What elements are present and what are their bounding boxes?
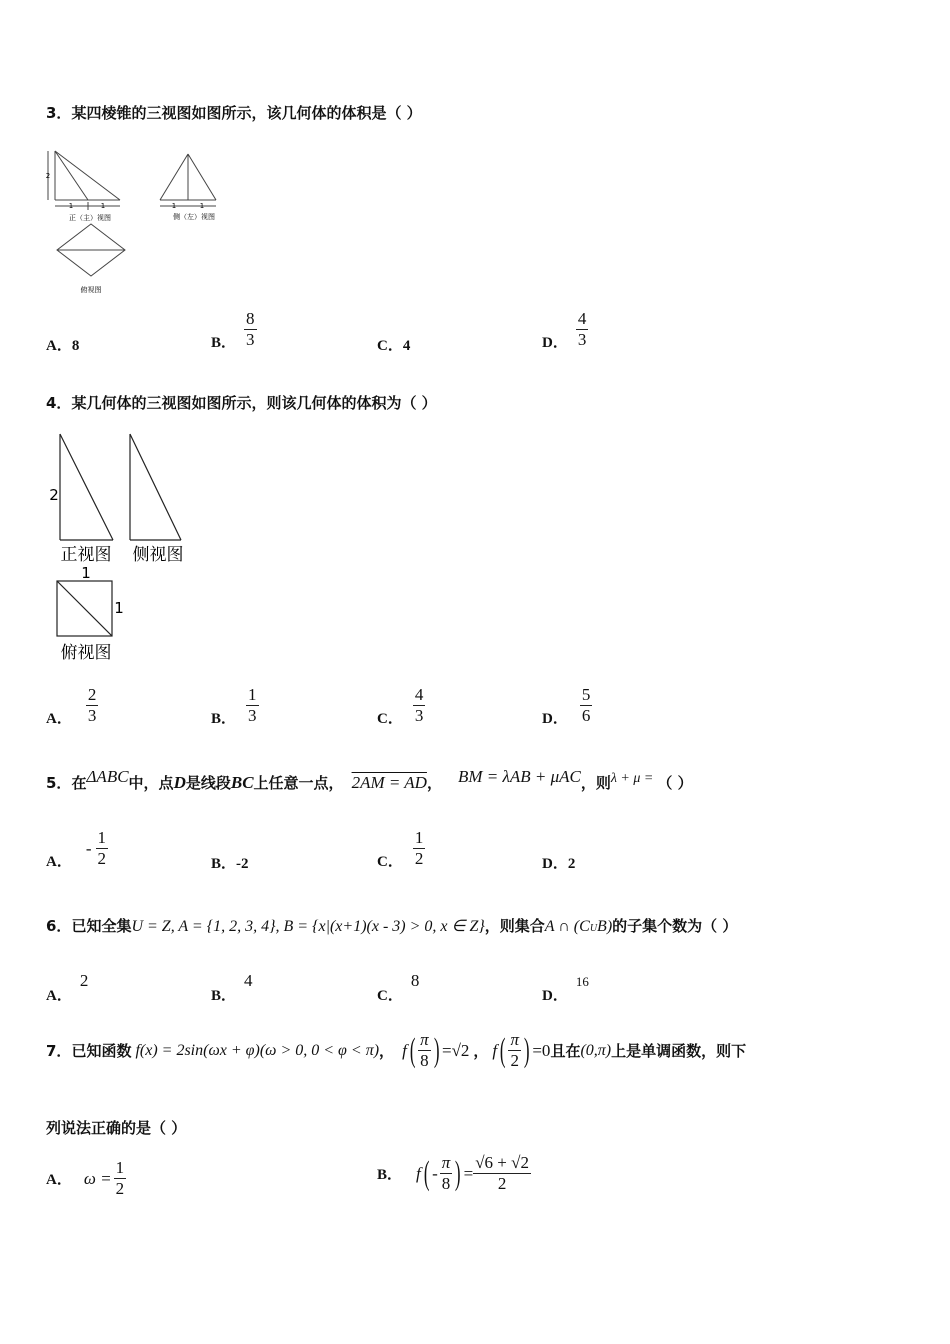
- q6-expression-end: B): [597, 918, 613, 935]
- q3-front-view: [45, 151, 120, 210]
- q4-three-view-figure: [40, 428, 200, 668]
- q3-stem: [46, 102, 422, 123]
- q7-f2-value: =0: [532, 1040, 551, 1060]
- q3-front-label: 正（主）视图: [69, 214, 111, 222]
- q5-option-a-sign: -: [85, 838, 92, 858]
- q7-option-a-den: 2: [115, 1179, 125, 1198]
- q6-option-a-value: 2: [79, 971, 89, 990]
- q5-option-c-num: 1: [414, 828, 424, 847]
- q7-comma-1: ，: [379, 1042, 395, 1060]
- q6-option-b-value: 4: [244, 971, 253, 990]
- q5-comma: ，: [426, 774, 442, 792]
- q5-stem-e: ，则: [580, 774, 611, 792]
- q6-option-d-value: 16: [575, 974, 589, 989]
- q3-top-label: 俯视图: [80, 286, 102, 294]
- q5-option-a-den: 2: [97, 849, 107, 868]
- q3-option-a[interactable]: [46, 334, 79, 355]
- q5-stem: [46, 767, 693, 793]
- q7-option-b-letter: B．: [377, 1167, 403, 1183]
- q3-option-a-letter: A．: [46, 338, 72, 354]
- q7-number: 7．: [46, 1042, 72, 1060]
- q4-option-b-num: 1: [248, 685, 257, 704]
- q7-option-b[interactable]: [377, 1153, 531, 1194]
- q5-stem-f: （ ）: [657, 774, 693, 792]
- q7-comma-2: ，: [473, 1042, 489, 1060]
- q3-side-label: 侧（左）视图: [173, 213, 215, 221]
- q7-option-b-left-paren: (: [423, 1154, 430, 1192]
- q3-side-dim-1a: 1: [171, 202, 177, 210]
- q5-stem-a: 在: [71, 774, 87, 792]
- q7-option-a[interactable]: [46, 1158, 126, 1199]
- q7-option-b-den: 8: [441, 1174, 451, 1193]
- q4-number: 4．: [46, 394, 72, 412]
- q7-stem-a: 已知函数: [71, 1042, 132, 1060]
- q7-f1-name: f: [402, 1040, 407, 1060]
- q5-option-c-letter: C．: [377, 854, 403, 870]
- q6-set-u-a: U = Z, A = {1, 2, 3, 4}: [131, 918, 276, 935]
- q4-option-b-den: 3: [248, 706, 257, 725]
- q6-option-d[interactable]: [542, 970, 589, 1004]
- q5-stem-b: 中，点: [128, 774, 174, 792]
- q3-front-dim-1a: 1: [68, 202, 74, 210]
- q7-stem-b: 且在: [550, 1042, 581, 1060]
- q7-option-b-right-paren: ): [455, 1154, 461, 1192]
- q7-option-a-letter: A．: [46, 1172, 72, 1188]
- q7-f2-left-paren: (: [499, 1031, 506, 1069]
- q4-option-a[interactable]: [46, 683, 98, 728]
- q4-top-dim-right: 1: [114, 599, 124, 617]
- q5-segment-bc: BC: [230, 773, 254, 792]
- q3-option-d[interactable]: [542, 307, 588, 352]
- q7-stem-line2: 列说法正确的是（ ）: [46, 1119, 187, 1137]
- q5-point-d: D: [173, 773, 186, 792]
- q6-stem-a: 已知全集: [71, 917, 132, 935]
- q4-stem-text: 某几何体的三视图如图所示，则该几何体的体积为（ ）: [71, 394, 437, 412]
- q5-stem-c: 是线段: [185, 774, 231, 792]
- q3-option-c[interactable]: [377, 334, 410, 355]
- q5-option-b[interactable]: [211, 852, 249, 873]
- q3-option-d-num: 4: [577, 309, 587, 328]
- q4-option-d-letter: D．: [542, 711, 568, 727]
- q6-stem-c: 的子集个数为（ ）: [612, 917, 738, 935]
- q4-option-c[interactable]: [377, 683, 425, 728]
- q3-number: 3．: [46, 104, 72, 122]
- q7-option-b-num: π: [441, 1153, 451, 1172]
- q3-option-c-value: 4: [402, 338, 411, 354]
- q3-option-c-letter: C．: [377, 338, 403, 354]
- q7-f2-den: 2: [510, 1051, 519, 1070]
- q4-option-c-letter: C．: [377, 711, 403, 727]
- q4-side-view: [130, 434, 181, 540]
- q7-option-b-equals: =: [463, 1163, 474, 1183]
- q5-option-b-value: -2: [236, 856, 249, 872]
- q6-option-a-letter: A．: [46, 988, 72, 1004]
- q5-option-a-num: 1: [97, 828, 107, 847]
- q7-function: f(x) = 2sin(ωx + φ)(ω > 0, 0 < φ < π): [135, 1041, 380, 1059]
- q7-f2-num: π: [510, 1030, 520, 1049]
- q7-option-b-f: f: [416, 1163, 421, 1183]
- q3-three-view-figure: [40, 140, 240, 300]
- q7-option-b-rhs-den: 2: [497, 1174, 507, 1193]
- q5-option-b-letter: B．: [211, 856, 237, 872]
- q6-option-c[interactable]: [377, 970, 420, 1004]
- q7-stem-c: 上是单调函数，则下: [611, 1042, 747, 1060]
- q4-top-label: 俯视图: [60, 643, 112, 663]
- q3-option-b-den: 3: [246, 330, 255, 349]
- q3-front-dim-2: 2: [45, 172, 51, 180]
- q4-front-view: [60, 434, 113, 540]
- q4-side-label: 侧视图: [132, 545, 184, 565]
- q6-option-b[interactable]: [211, 970, 253, 1004]
- q6-option-a[interactable]: [46, 970, 89, 1004]
- q6-number: 6．: [46, 917, 72, 935]
- q3-option-d-letter: D．: [542, 335, 568, 351]
- q6-stem-b: ，则集合: [484, 917, 545, 935]
- q6-expression: A ∩ (C: [544, 918, 590, 935]
- q5-option-d-letter: D．: [542, 856, 568, 872]
- q3-option-b[interactable]: [211, 307, 257, 352]
- q5-option-c-den: 2: [414, 849, 424, 868]
- q7-f1-right-paren: ): [433, 1031, 440, 1069]
- q7-f1-den: 8: [420, 1051, 429, 1070]
- q5-vector-equation: 2AM = AD: [351, 773, 427, 792]
- q7-f2-name: f: [492, 1040, 498, 1060]
- q4-option-a-letter: A．: [46, 711, 72, 727]
- q7-f1-num: π: [420, 1030, 429, 1049]
- q3-side-view: [160, 154, 216, 206]
- q4-option-a-den: 3: [87, 706, 97, 725]
- q5-triangle: ΔABC: [86, 767, 129, 786]
- q5-bm-equation: BM = λAB + μAC: [457, 767, 581, 786]
- q3-stem-text: 某四棱锥的三视图如图所示，该几何体的体积是（ ）: [71, 104, 422, 122]
- q4-option-a-num: 2: [87, 685, 97, 704]
- q4-option-c-den: 3: [414, 706, 424, 725]
- q4-option-b-letter: B．: [211, 711, 237, 727]
- q7-interval: (0,π): [580, 1041, 612, 1059]
- q5-number: 5．: [46, 774, 72, 792]
- q5-option-d[interactable]: [542, 852, 575, 873]
- q5-option-a-letter: A．: [46, 854, 72, 870]
- q7-f2-right-paren: ): [523, 1031, 530, 1069]
- q3-option-d-den: 3: [577, 330, 587, 349]
- q3-option-b-letter: B．: [211, 335, 237, 351]
- q4-option-c-num: 4: [414, 685, 424, 704]
- q7-f1-value: =√2: [441, 1040, 470, 1060]
- q5-option-c[interactable]: [377, 826, 425, 871]
- q6-stem: [46, 915, 737, 936]
- q7-option-a-num: 1: [115, 1158, 125, 1177]
- q4-top-view: [57, 581, 112, 636]
- q4-front-label: 正视图: [60, 545, 112, 565]
- q6-option-b-letter: B．: [211, 988, 237, 1004]
- q5-lambda-mu-sum: λ + μ =: [610, 771, 654, 786]
- q5-stem-d: 上任意一点，: [253, 774, 344, 792]
- q6-set-b: , B = {x|(x+1)(x - 3) > 0, x ∈ Z}: [275, 918, 485, 935]
- q4-option-d[interactable]: [542, 683, 592, 728]
- q5-option-a[interactable]: [46, 826, 108, 871]
- q4-option-d-den: 6: [581, 706, 591, 725]
- q6-option-c-letter: C．: [377, 988, 403, 1004]
- q3-option-b-num: 8: [246, 309, 255, 328]
- q6-subscript-u: U: [589, 923, 598, 934]
- q3-side-dim-1b: 1: [199, 202, 205, 210]
- q5-option-d-value: 2: [567, 856, 576, 872]
- q6-option-c-value: 8: [410, 971, 420, 990]
- q3-front-dim-1b: 1: [100, 202, 106, 210]
- q3-top-view: [57, 224, 125, 276]
- q4-top-dim-top: 1: [81, 564, 91, 582]
- q7-option-a-lhs: ω =: [83, 1168, 112, 1188]
- q6-option-d-letter: D．: [542, 988, 568, 1004]
- q7-stem: [46, 1030, 746, 1071]
- q4-stem: [46, 392, 437, 413]
- q4-front-dim: 2: [49, 486, 59, 504]
- q7-f1-left-paren: (: [409, 1031, 416, 1069]
- q7-option-b-rhs-num: √6 + √2: [475, 1153, 529, 1172]
- q3-option-a-value: 8: [71, 338, 80, 354]
- q7-option-b-sign: -: [432, 1163, 438, 1183]
- q4-option-b[interactable]: [211, 683, 259, 728]
- q4-option-d-num: 5: [581, 685, 591, 704]
